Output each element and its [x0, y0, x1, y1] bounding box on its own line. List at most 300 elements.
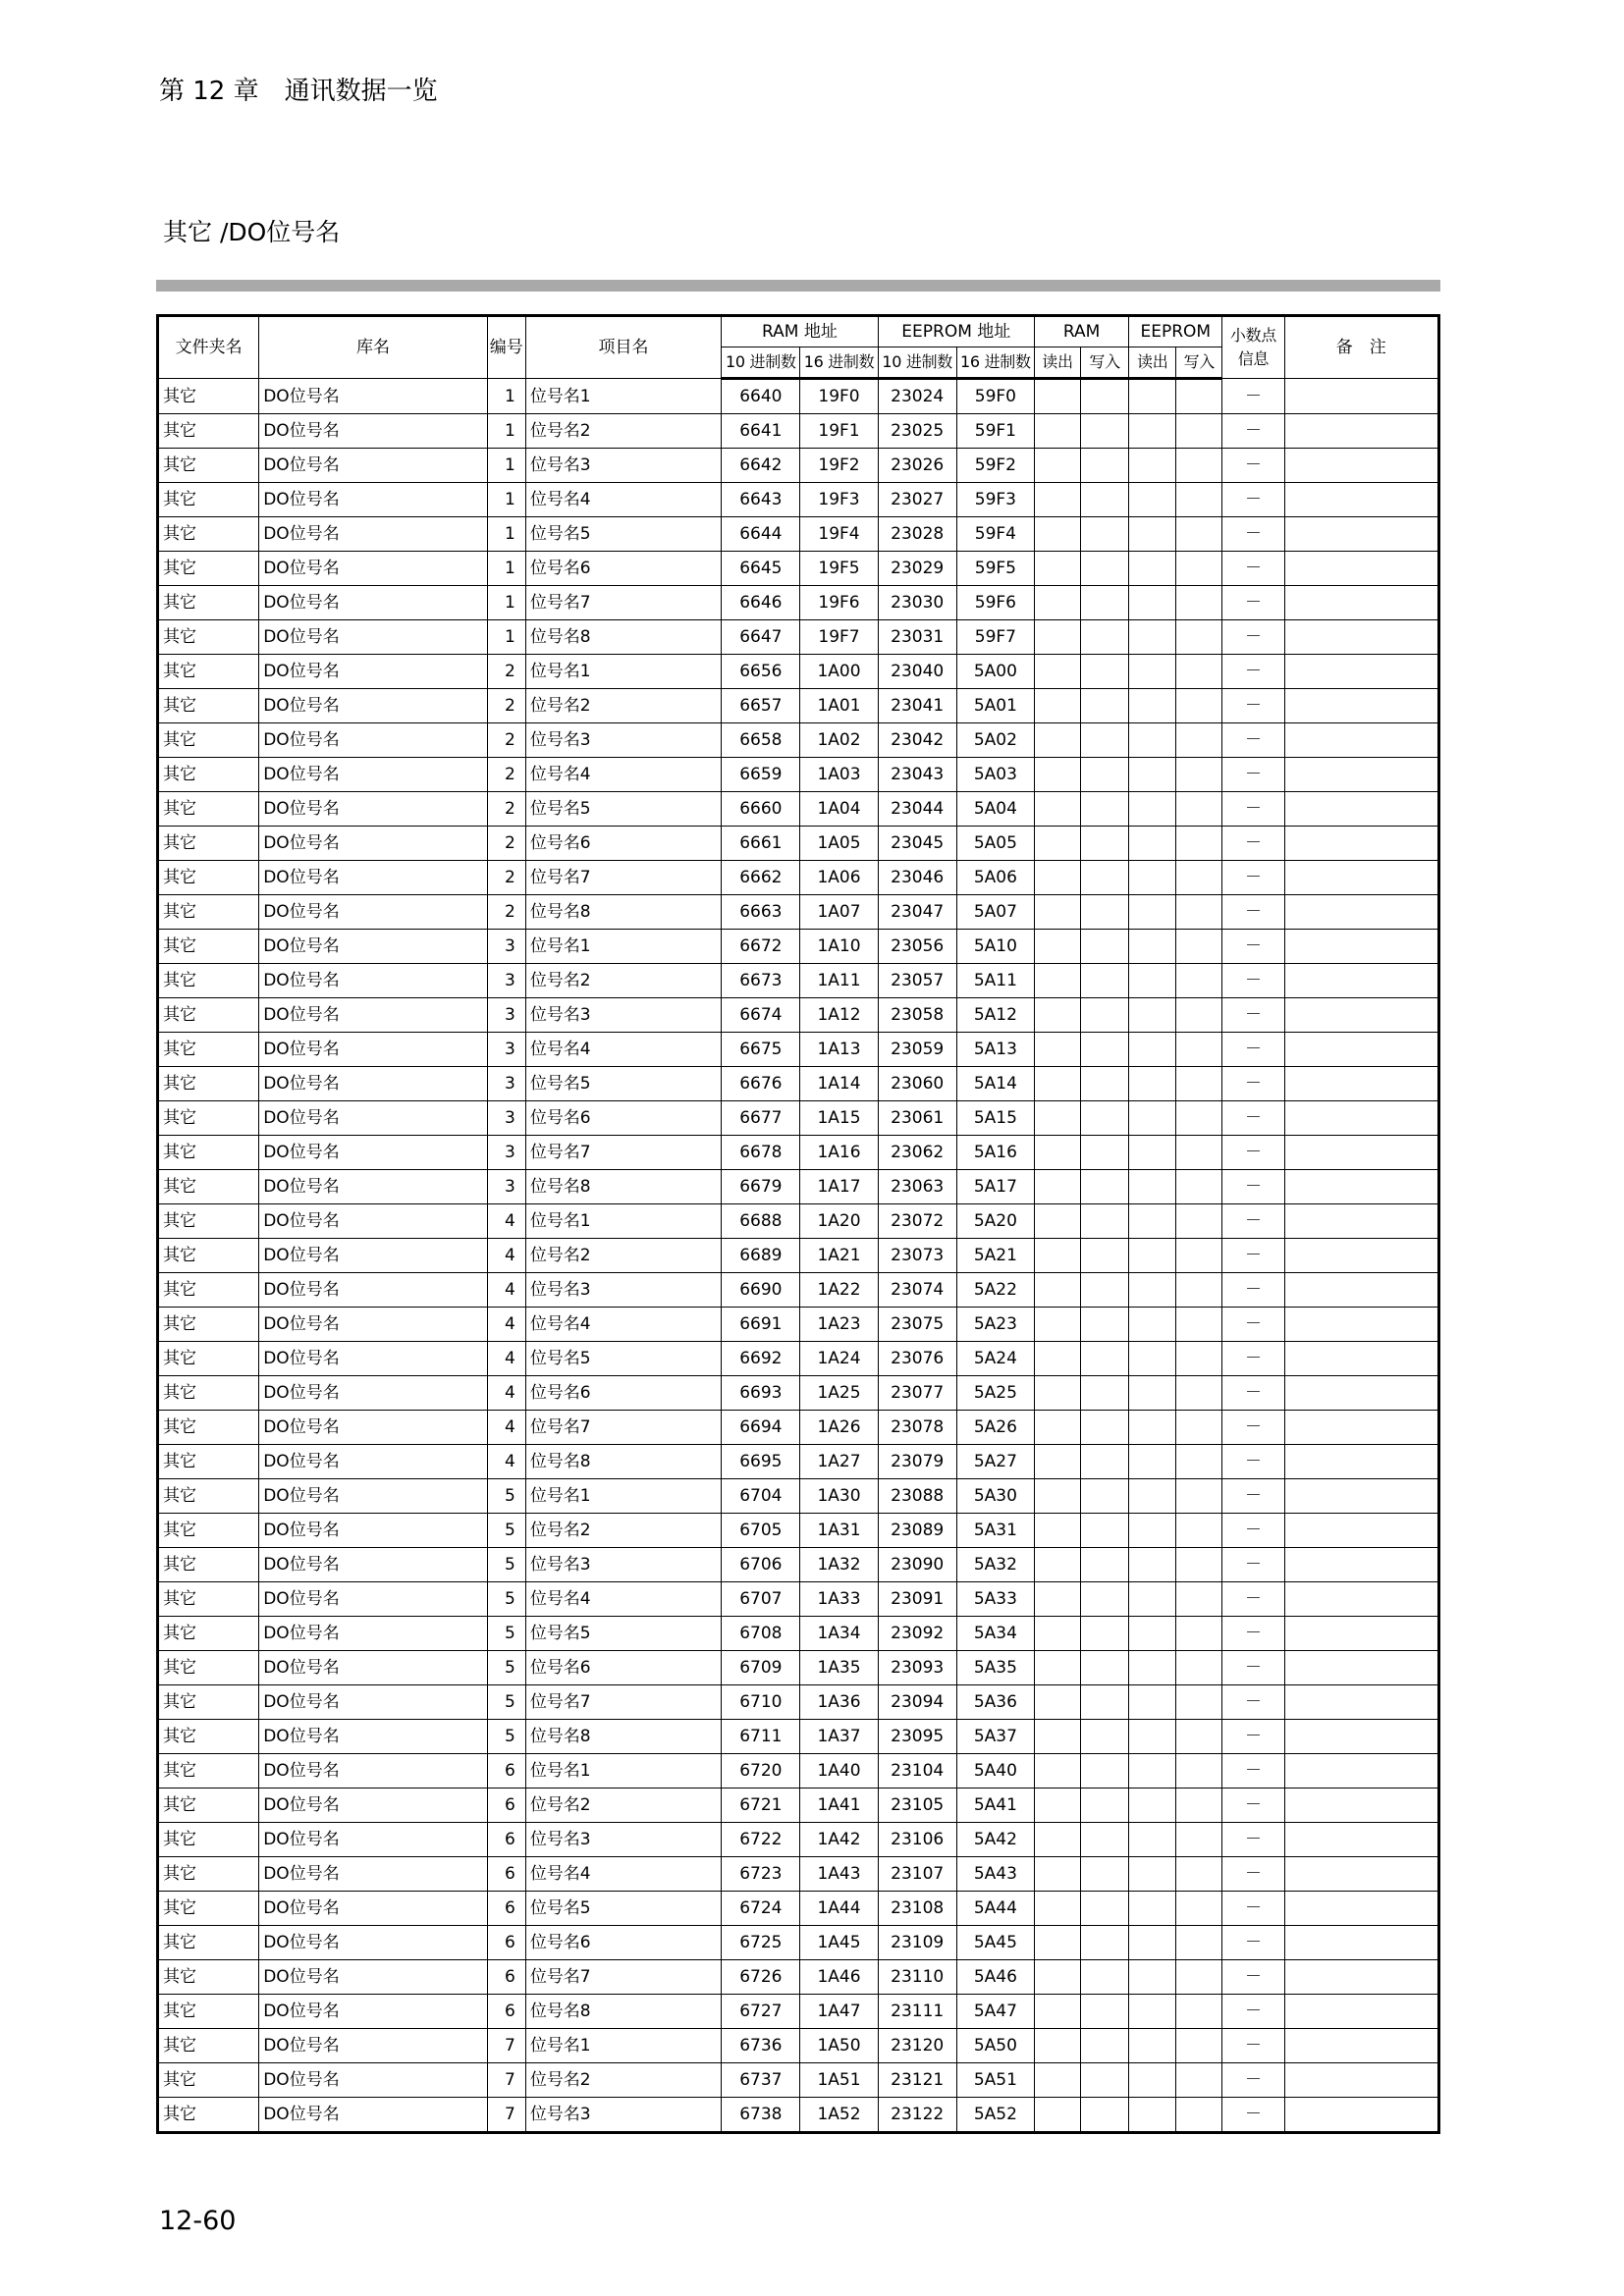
cell-eeprom-dec: 23093	[878, 1651, 956, 1685]
cell-decimal-info: －	[1222, 1170, 1284, 1204]
cell-item: 位号名6	[525, 1651, 721, 1685]
cell-eeprom-write	[1176, 517, 1222, 552]
cell-eeprom-read	[1129, 1548, 1176, 1582]
cell-eeprom-read	[1129, 1308, 1176, 1342]
cell-decimal-info: －	[1222, 1995, 1284, 2029]
cell-ram-write	[1081, 998, 1129, 1033]
cell-ram-read	[1034, 964, 1080, 998]
cell-eeprom-write	[1176, 1170, 1222, 1204]
cell-eeprom-hex: 5A37	[956, 1720, 1034, 1754]
cell-decimal-info: －	[1222, 1067, 1284, 1101]
cell-eeprom-write	[1176, 1892, 1222, 1926]
cell-remarks	[1284, 1445, 1438, 1479]
cell-remarks	[1284, 1514, 1438, 1548]
cell-number: 3	[487, 1067, 525, 1101]
table-row	[158, 758, 1439, 792]
cell-number: 4	[487, 1342, 525, 1376]
cell-item: 位号名5	[525, 1342, 721, 1376]
cell-folder: 其它	[158, 1273, 259, 1308]
cell-number: 7	[487, 2063, 525, 2098]
cell-ram-write	[1081, 1514, 1129, 1548]
cell-eeprom-write	[1176, 827, 1222, 861]
cell-number: 3	[487, 1136, 525, 1170]
section-divider	[156, 280, 1440, 292]
cell-number: 2	[487, 689, 525, 723]
cell-eeprom-read	[1129, 1342, 1176, 1376]
cell-decimal-info: －	[1222, 1273, 1284, 1308]
cell-ram-hex: 1A16	[800, 1136, 878, 1170]
table-row	[158, 1892, 1439, 1926]
cell-number: 6	[487, 1754, 525, 1789]
cell-library: DO位号名	[259, 1308, 488, 1342]
cell-item: 位号名6	[525, 1376, 721, 1411]
cell-eeprom-dec: 23030	[878, 586, 956, 620]
cell-ram-dec: 6645	[722, 552, 800, 586]
cell-eeprom-read	[1129, 1995, 1176, 2029]
table-row	[158, 1308, 1439, 1342]
cell-library: DO位号名	[259, 930, 488, 964]
cell-ram-read	[1034, 1067, 1080, 1101]
cell-ram-read	[1034, 1411, 1080, 1445]
cell-remarks	[1284, 964, 1438, 998]
cell-decimal-info: －	[1222, 1926, 1284, 1960]
cell-number: 3	[487, 930, 525, 964]
cell-ram-dec: 6640	[722, 379, 800, 414]
cell-decimal-info: －	[1222, 1308, 1284, 1342]
cell-eeprom-hex: 5A06	[956, 861, 1034, 895]
cell-ram-write	[1081, 1411, 1129, 1445]
cell-remarks	[1284, 1273, 1438, 1308]
cell-eeprom-write	[1176, 586, 1222, 620]
table-row	[158, 1548, 1439, 1582]
cell-ram-write	[1081, 1479, 1129, 1514]
cell-number: 2	[487, 723, 525, 758]
cell-remarks	[1284, 998, 1438, 1033]
cell-eeprom-dec: 23111	[878, 1995, 956, 2029]
cell-eeprom-dec: 23122	[878, 2098, 956, 2133]
cell-folder: 其它	[158, 586, 259, 620]
cell-item: 位号名7	[525, 1685, 721, 1720]
cell-ram-write	[1081, 1685, 1129, 1720]
cell-ram-dec: 6658	[722, 723, 800, 758]
cell-eeprom-read	[1129, 1136, 1176, 1170]
cell-eeprom-write	[1176, 1136, 1222, 1170]
table-row	[158, 1342, 1439, 1376]
cell-remarks	[1284, 1582, 1438, 1617]
cell-item: 位号名7	[525, 1960, 721, 1995]
cell-ram-hex: 1A03	[800, 758, 878, 792]
table-row	[158, 1376, 1439, 1411]
cell-ram-dec: 6642	[722, 449, 800, 483]
cell-ram-dec: 6721	[722, 1789, 800, 1823]
cell-folder: 其它	[158, 1926, 259, 1960]
cell-item: 位号名3	[525, 1823, 721, 1857]
cell-eeprom-hex: 5A21	[956, 1239, 1034, 1273]
cell-number: 4	[487, 1204, 525, 1239]
cell-ram-read	[1034, 998, 1080, 1033]
cell-ram-dec: 6672	[722, 930, 800, 964]
cell-ram-hex: 1A44	[800, 1892, 878, 1926]
cell-eeprom-hex: 5A44	[956, 1892, 1034, 1926]
cell-decimal-info: －	[1222, 379, 1284, 414]
cell-eeprom-read	[1129, 1204, 1176, 1239]
cell-library: DO位号名	[259, 1720, 488, 1754]
cell-ram-write	[1081, 1617, 1129, 1651]
cell-folder: 其它	[158, 1789, 259, 1823]
cell-ram-write	[1081, 1926, 1129, 1960]
cell-ram-write	[1081, 1892, 1129, 1926]
cell-eeprom-read	[1129, 1892, 1176, 1926]
cell-folder: 其它	[158, 1720, 259, 1754]
cell-ram-hex: 1A51	[800, 2063, 878, 2098]
cell-remarks	[1284, 483, 1438, 517]
cell-eeprom-read	[1129, 964, 1176, 998]
cell-eeprom-hex: 5A42	[956, 1823, 1034, 1857]
cell-eeprom-hex: 5A25	[956, 1376, 1034, 1411]
table-row	[158, 1720, 1439, 1754]
cell-eeprom-read	[1129, 1685, 1176, 1720]
cell-remarks	[1284, 449, 1438, 483]
table-row	[158, 2098, 1439, 2133]
cell-number: 5	[487, 1582, 525, 1617]
cell-eeprom-read	[1129, 723, 1176, 758]
cell-folder: 其它	[158, 655, 259, 689]
cell-library: DO位号名	[259, 1170, 488, 1204]
cell-library: DO位号名	[259, 1376, 488, 1411]
cell-ram-write	[1081, 792, 1129, 827]
cell-remarks	[1284, 827, 1438, 861]
cell-ram-dec: 6726	[722, 1960, 800, 1995]
cell-number: 4	[487, 1376, 525, 1411]
cell-number: 5	[487, 1514, 525, 1548]
cell-ram-hex: 1A47	[800, 1995, 878, 2029]
header-number: 编号	[487, 316, 525, 379]
cell-eeprom-write	[1176, 379, 1222, 414]
cell-eeprom-hex: 5A02	[956, 723, 1034, 758]
cell-ram-hex: 1A20	[800, 1204, 878, 1239]
cell-item: 位号名2	[525, 414, 721, 449]
cell-ram-read	[1034, 1720, 1080, 1754]
cell-eeprom-dec: 23031	[878, 620, 956, 655]
cell-eeprom-hex: 5A35	[956, 1651, 1034, 1685]
cell-eeprom-dec: 23078	[878, 1411, 956, 1445]
cell-item: 位号名8	[525, 620, 721, 655]
cell-eeprom-dec: 23029	[878, 552, 956, 586]
table-row	[158, 1204, 1439, 1239]
cell-folder: 其它	[158, 964, 259, 998]
cell-ram-write	[1081, 1789, 1129, 1823]
cell-eeprom-write	[1176, 483, 1222, 517]
cell-eeprom-read	[1129, 1754, 1176, 1789]
cell-ram-dec: 6706	[722, 1548, 800, 1582]
cell-ram-hex: 19F6	[800, 586, 878, 620]
table-row	[158, 861, 1439, 895]
cell-ram-read	[1034, 379, 1080, 414]
cell-eeprom-hex: 5A26	[956, 1411, 1034, 1445]
cell-decimal-info: －	[1222, 1892, 1284, 1926]
cell-remarks	[1284, 586, 1438, 620]
cell-eeprom-dec: 23028	[878, 517, 956, 552]
table-row	[158, 1136, 1439, 1170]
cell-folder: 其它	[158, 1239, 259, 1273]
table-row	[158, 1960, 1439, 1995]
cell-item: 位号名1	[525, 930, 721, 964]
cell-ram-read	[1034, 1342, 1080, 1376]
cell-number: 3	[487, 998, 525, 1033]
cell-eeprom-hex: 5A31	[956, 1514, 1034, 1548]
cell-ram-read	[1034, 758, 1080, 792]
cell-ram-dec: 6705	[722, 1514, 800, 1548]
cell-eeprom-dec: 23106	[878, 1823, 956, 1857]
cell-ram-read	[1034, 1514, 1080, 1548]
cell-item: 位号名7	[525, 1411, 721, 1445]
cell-decimal-info: －	[1222, 827, 1284, 861]
cell-decimal-info: －	[1222, 792, 1284, 827]
cell-decimal-info: －	[1222, 1754, 1284, 1789]
cell-library: DO位号名	[259, 1651, 488, 1685]
cell-ram-write	[1081, 449, 1129, 483]
cell-decimal-info: －	[1222, 483, 1284, 517]
cell-eeprom-write	[1176, 964, 1222, 998]
cell-ram-write	[1081, 1960, 1129, 1995]
cell-eeprom-read	[1129, 1789, 1176, 1823]
cell-folder: 其它	[158, 758, 259, 792]
cell-number: 1	[487, 449, 525, 483]
cell-ram-read	[1034, 827, 1080, 861]
cell-eeprom-write	[1176, 1342, 1222, 1376]
cell-ram-read	[1034, 1479, 1080, 1514]
cell-eeprom-dec: 23089	[878, 1514, 956, 1548]
cell-decimal-info: －	[1222, 586, 1284, 620]
cell-eeprom-hex: 5A22	[956, 1273, 1034, 1308]
cell-eeprom-dec: 23088	[878, 1479, 956, 1514]
table-row	[158, 620, 1439, 655]
cell-ram-hex: 1A13	[800, 1033, 878, 1067]
cell-number: 2	[487, 792, 525, 827]
cell-folder: 其它	[158, 1479, 259, 1514]
cell-remarks	[1284, 2029, 1438, 2063]
cell-item: 位号名8	[525, 1995, 721, 2029]
cell-folder: 其它	[158, 827, 259, 861]
cell-item: 位号名7	[525, 861, 721, 895]
cell-eeprom-read	[1129, 1960, 1176, 1995]
cell-item: 位号名7	[525, 586, 721, 620]
cell-decimal-info: －	[1222, 1411, 1284, 1445]
cell-eeprom-dec: 23073	[878, 1239, 956, 1273]
cell-number: 1	[487, 483, 525, 517]
cell-ram-dec: 6727	[722, 1995, 800, 2029]
cell-remarks	[1284, 620, 1438, 655]
table-row	[158, 1754, 1439, 1789]
cell-ram-write	[1081, 1582, 1129, 1617]
cell-item: 位号名1	[525, 379, 721, 414]
cell-eeprom-read	[1129, 1101, 1176, 1136]
cell-ram-hex: 1A34	[800, 1617, 878, 1651]
cell-remarks	[1284, 930, 1438, 964]
header-ram-address: RAM 地址	[722, 316, 878, 347]
cell-ram-hex: 1A04	[800, 792, 878, 827]
cell-ram-hex: 19F4	[800, 517, 878, 552]
cell-ram-hex: 1A00	[800, 655, 878, 689]
cell-library: DO位号名	[259, 1204, 488, 1239]
cell-eeprom-dec: 23091	[878, 1582, 956, 1617]
cell-eeprom-dec: 23076	[878, 1342, 956, 1376]
cell-eeprom-read	[1129, 1170, 1176, 1204]
cell-ram-hex: 1A35	[800, 1651, 878, 1685]
cell-item: 位号名5	[525, 792, 721, 827]
cell-ram-dec: 6720	[722, 1754, 800, 1789]
cell-eeprom-read	[1129, 827, 1176, 861]
cell-eeprom-dec: 23027	[878, 483, 956, 517]
cell-remarks	[1284, 1789, 1438, 1823]
cell-ram-write	[1081, 655, 1129, 689]
cell-ram-dec: 6663	[722, 895, 800, 930]
cell-eeprom-dec: 23108	[878, 1892, 956, 1926]
cell-eeprom-dec: 23079	[878, 1445, 956, 1479]
cell-item: 位号名5	[525, 1067, 721, 1101]
cell-ram-write	[1081, 1170, 1129, 1204]
cell-number: 4	[487, 1411, 525, 1445]
cell-ram-dec: 6644	[722, 517, 800, 552]
cell-folder: 其它	[158, 517, 259, 552]
cell-decimal-info: －	[1222, 552, 1284, 586]
cell-eeprom-write	[1176, 655, 1222, 689]
cell-ram-write	[1081, 861, 1129, 895]
table-row	[158, 1239, 1439, 1273]
cell-library: DO位号名	[259, 1960, 488, 1995]
cell-remarks	[1284, 1376, 1438, 1411]
cell-number: 3	[487, 1170, 525, 1204]
cell-ram-dec: 6736	[722, 2029, 800, 2063]
cell-library: DO位号名	[259, 449, 488, 483]
cell-eeprom-dec: 23026	[878, 449, 956, 483]
cell-item: 位号名2	[525, 2063, 721, 2098]
table-row	[158, 1995, 1439, 2029]
cell-eeprom-read	[1129, 517, 1176, 552]
cell-ram-dec: 6657	[722, 689, 800, 723]
table-row	[158, 1582, 1439, 1617]
cell-ram-dec: 6643	[722, 483, 800, 517]
cell-library: DO位号名	[259, 1411, 488, 1445]
header-folder: 文件夹名	[158, 316, 259, 379]
cell-eeprom-write	[1176, 1548, 1222, 1582]
cell-library: DO位号名	[259, 1101, 488, 1136]
table-row	[158, 1445, 1439, 1479]
cell-ram-write	[1081, 930, 1129, 964]
cell-remarks	[1284, 1033, 1438, 1067]
cell-eeprom-hex: 5A23	[956, 1308, 1034, 1342]
cell-number: 6	[487, 1823, 525, 1857]
cell-eeprom-hex: 59F0	[956, 379, 1034, 414]
cell-library: DO位号名	[259, 1823, 488, 1857]
cell-folder: 其它	[158, 552, 259, 586]
cell-ram-hex: 19F2	[800, 449, 878, 483]
cell-item: 位号名1	[525, 1754, 721, 1789]
cell-ram-write	[1081, 1136, 1129, 1170]
table-row	[158, 586, 1439, 620]
cell-ram-read	[1034, 1617, 1080, 1651]
cell-eeprom-hex: 5A07	[956, 895, 1034, 930]
cell-item: 位号名6	[525, 1101, 721, 1136]
cell-ram-write	[1081, 1754, 1129, 1789]
cell-ram-read	[1034, 2029, 1080, 2063]
cell-ram-hex: 1A32	[800, 1548, 878, 1582]
cell-library: DO位号名	[259, 1892, 488, 1926]
cell-ram-hex: 1A36	[800, 1685, 878, 1720]
cell-eeprom-read	[1129, 2098, 1176, 2133]
cell-eeprom-hex: 5A27	[956, 1445, 1034, 1479]
cell-ram-hex: 1A27	[800, 1445, 878, 1479]
cell-eeprom-hex: 5A01	[956, 689, 1034, 723]
cell-ram-dec: 6674	[722, 998, 800, 1033]
cell-library: DO位号名	[259, 517, 488, 552]
cell-ram-hex: 1A15	[800, 1101, 878, 1136]
cell-ram-write	[1081, 1342, 1129, 1376]
cell-decimal-info: －	[1222, 998, 1284, 1033]
cell-item: 位号名1	[525, 655, 721, 689]
cell-ram-read	[1034, 1136, 1080, 1170]
cell-item: 位号名2	[525, 1789, 721, 1823]
cell-eeprom-hex: 5A16	[956, 1136, 1034, 1170]
cell-decimal-info: －	[1222, 1376, 1284, 1411]
cell-remarks	[1284, 1479, 1438, 1514]
cell-decimal-info: －	[1222, 1033, 1284, 1067]
header-ram-dec: 10 进制数	[722, 347, 800, 379]
cell-folder: 其它	[158, 2098, 259, 2133]
cell-ram-write	[1081, 1101, 1129, 1136]
cell-ram-write	[1081, 414, 1129, 449]
cell-folder: 其它	[158, 998, 259, 1033]
cell-number: 6	[487, 1789, 525, 1823]
cell-ram-read	[1034, 1445, 1080, 1479]
cell-folder: 其它	[158, 1685, 259, 1720]
cell-item: 位号名2	[525, 964, 721, 998]
cell-item: 位号名5	[525, 517, 721, 552]
cell-eeprom-hex: 5A10	[956, 930, 1034, 964]
cell-item: 位号名5	[525, 1617, 721, 1651]
cell-number: 1	[487, 517, 525, 552]
cell-eeprom-dec: 23042	[878, 723, 956, 758]
cell-eeprom-read	[1129, 1479, 1176, 1514]
cell-remarks	[1284, 1101, 1438, 1136]
cell-ram-read	[1034, 689, 1080, 723]
table-row	[158, 1789, 1439, 1823]
cell-decimal-info: －	[1222, 723, 1284, 758]
cell-folder: 其它	[158, 1514, 259, 1548]
table-row	[158, 414, 1439, 449]
cell-eeprom-write	[1176, 1754, 1222, 1789]
cell-eeprom-dec: 23041	[878, 689, 956, 723]
cell-ram-write	[1081, 1720, 1129, 1754]
page-number: 12-60	[159, 2206, 237, 2236]
cell-eeprom-hex: 5A32	[956, 1548, 1034, 1582]
cell-ram-hex: 1A06	[800, 861, 878, 895]
cell-eeprom-read	[1129, 1033, 1176, 1067]
cell-library: DO位号名	[259, 792, 488, 827]
cell-eeprom-write	[1176, 1823, 1222, 1857]
cell-eeprom-dec: 23075	[878, 1308, 956, 1342]
table-row	[158, 379, 1439, 414]
header-library: 库名	[259, 316, 488, 379]
cell-eeprom-dec: 23077	[878, 1376, 956, 1411]
cell-ram-read	[1034, 2098, 1080, 2133]
cell-number: 6	[487, 1892, 525, 1926]
cell-eeprom-hex: 5A40	[956, 1754, 1034, 1789]
cell-ram-read	[1034, 1857, 1080, 1892]
cell-number: 2	[487, 827, 525, 861]
cell-remarks	[1284, 1685, 1438, 1720]
table-row	[158, 1101, 1439, 1136]
